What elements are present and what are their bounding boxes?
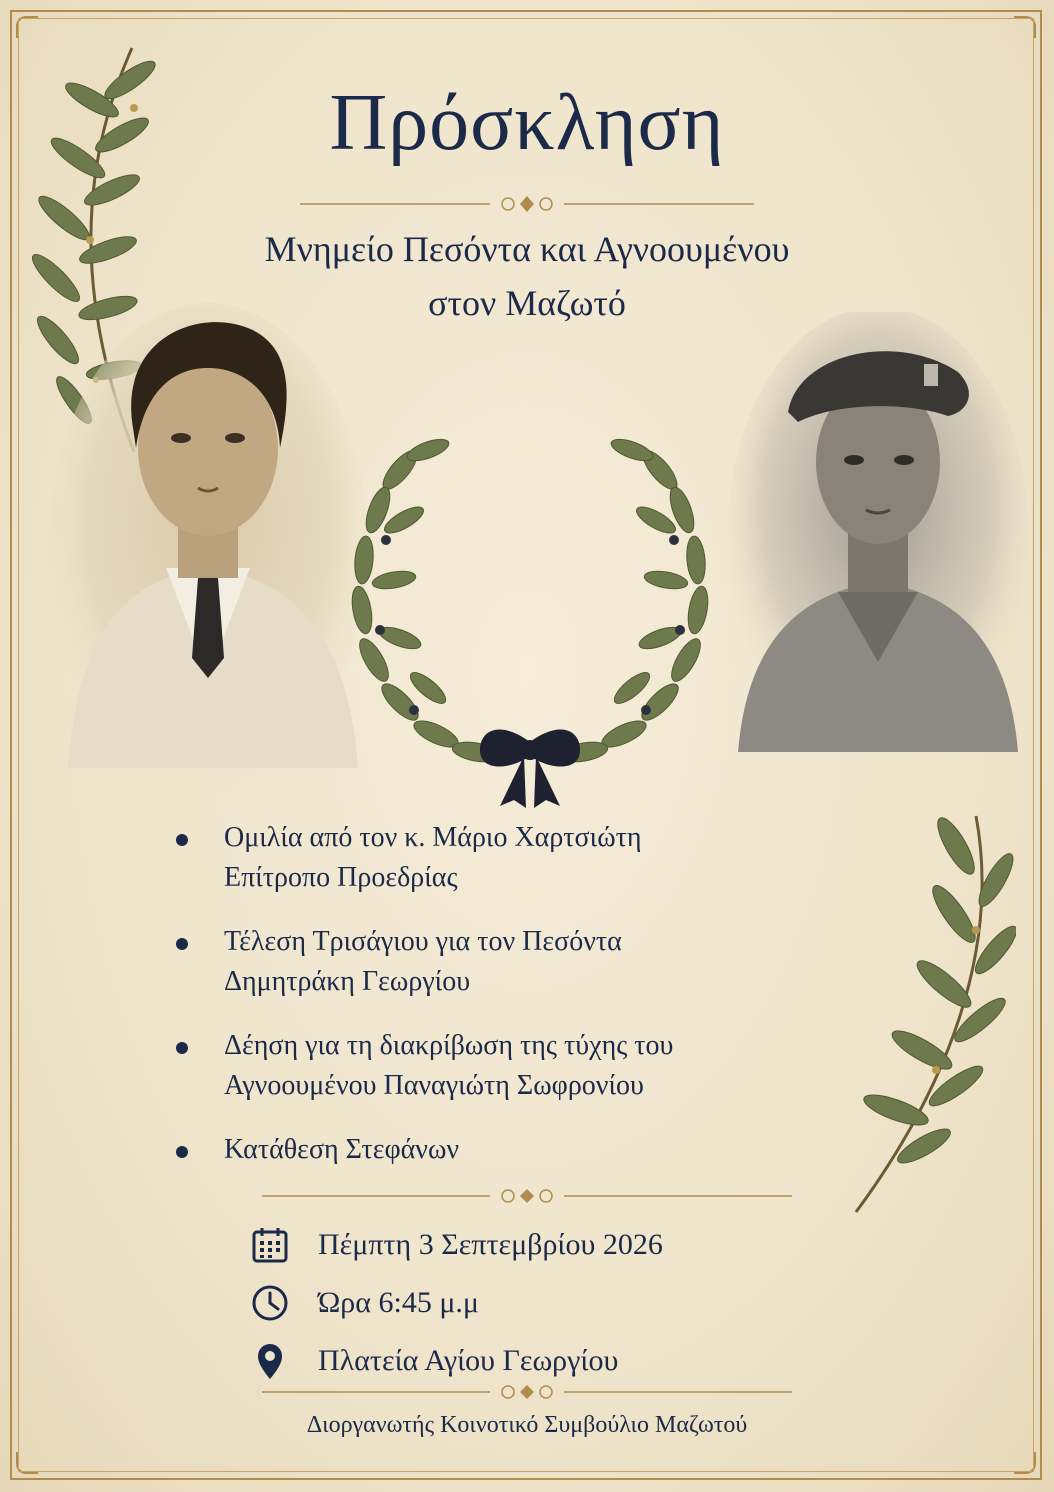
program-item-line: Ομιλία από τον κ. Μάριο Χαρτσιώτη [224, 822, 642, 853]
event-date-text: Πέμπτη 3 Σεπτεμβρίου 2026 [318, 1228, 663, 1261]
list-item [176, 1026, 836, 1106]
subtitle-line-2: στον Μαζωτό [428, 283, 626, 323]
clock-icon [248, 1281, 292, 1325]
laurel-wreath [330, 380, 730, 815]
list-item [176, 922, 836, 1002]
bullet-dot [176, 834, 188, 846]
bullet-dot [176, 1042, 188, 1054]
ornamental-divider [300, 194, 754, 214]
program-list [176, 818, 836, 1194]
ornamental-divider [262, 1186, 792, 1206]
bullet-dot [176, 1146, 188, 1158]
portrait-fallen [48, 298, 368, 788]
event-time [248, 1274, 663, 1332]
program-item-line: Δημητράκη Γεωργίου [224, 966, 471, 997]
event-time-text: Ώρα 6:45 μ.μ [318, 1286, 479, 1319]
event-date [248, 1216, 663, 1274]
portrait-missing [728, 312, 1028, 762]
program-item-line: Αγνοουμένου Παναγιώτη Σωφρονίου [224, 1070, 644, 1101]
calendar-icon [248, 1223, 292, 1267]
program-item-line: Επίτροπο Προεδρίας [224, 862, 458, 893]
page-title: Πρόσκληση [329, 79, 725, 167]
event-place-text: Πλατεία Αγίου Γεωργίου [318, 1344, 619, 1377]
location-pin-icon [248, 1339, 292, 1383]
list-item [176, 1130, 836, 1170]
event-details [248, 1216, 663, 1390]
program-item-line: Κατάθεση Στεφάνων [224, 1134, 460, 1165]
subtitle-line-1: Μνημείο Πεσόντα και Αγνοουμένου [264, 229, 790, 269]
program-item-line: Τέλεση Τρισάγιου για τον Πεσόντα [224, 926, 622, 957]
list-item [176, 818, 836, 898]
organizer-footer: Διοργανωτής Κοινοτικό Συμβούλιο Μαζωτού [306, 1412, 748, 1438]
program-item-line: Δέηση για τη διακρίβωση της τύχης του [224, 1030, 674, 1061]
bullet-dot [176, 938, 188, 950]
olive-branch-bottom-right [826, 810, 1016, 1220]
ornamental-divider [262, 1382, 792, 1402]
